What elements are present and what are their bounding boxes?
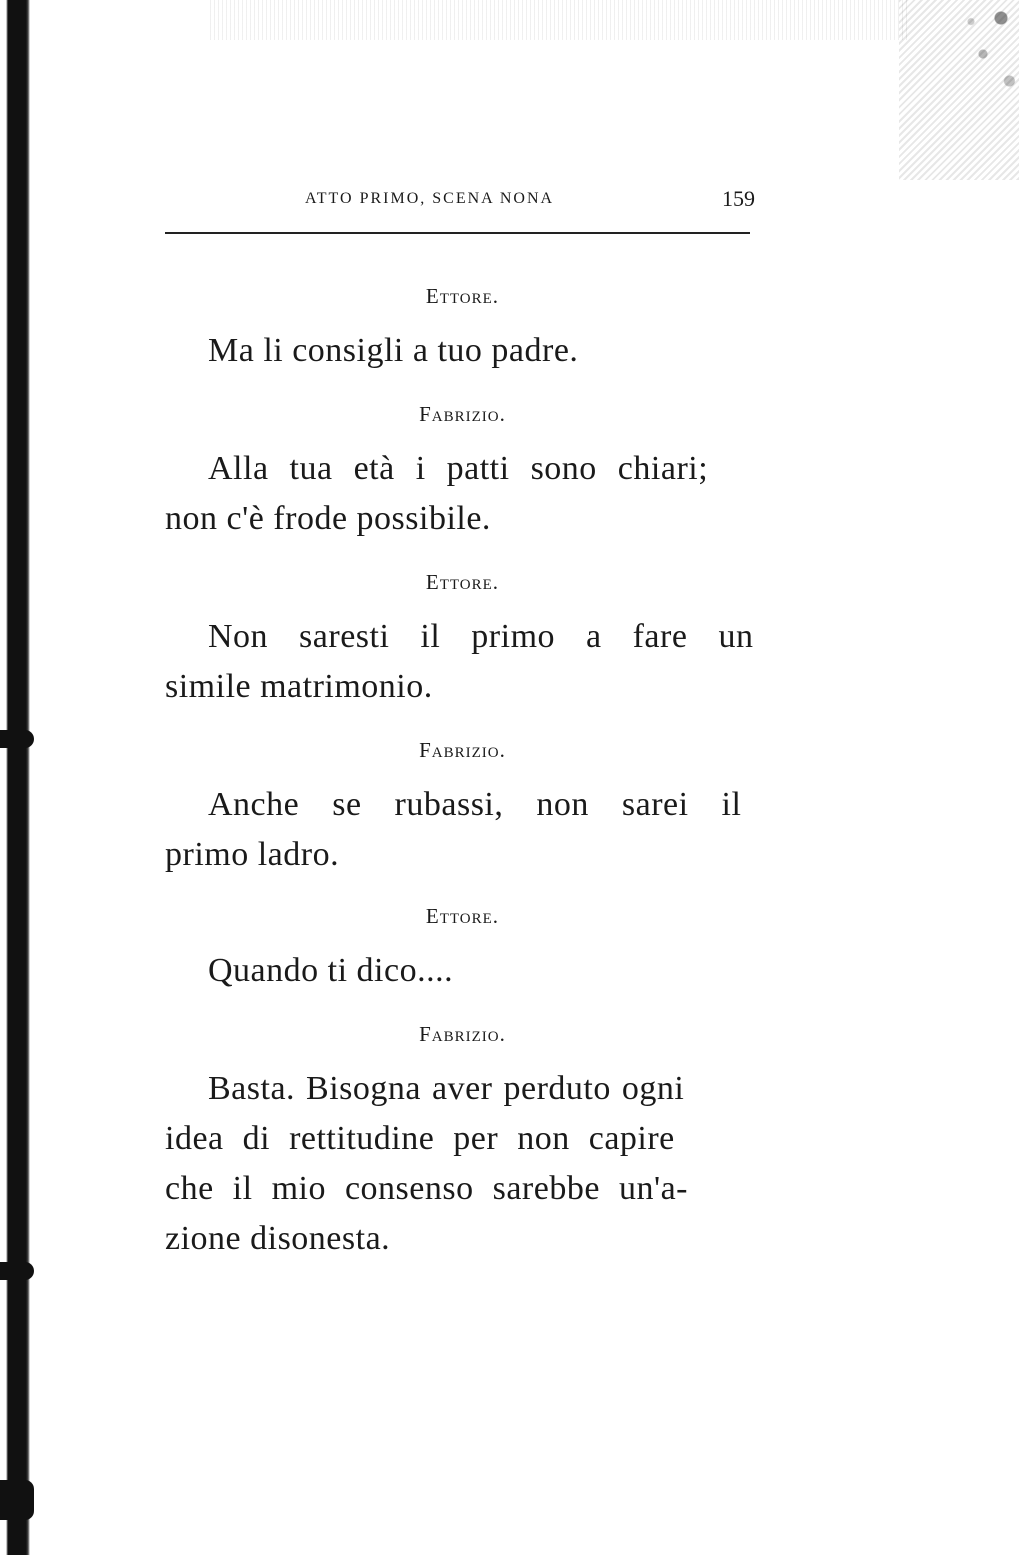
running-title: ATTO PRIMO, SCENA NONA: [305, 190, 555, 207]
speaker-name: Ettore.: [425, 570, 500, 594]
speech-line: Non saresti il primo a fare un: [208, 618, 754, 655]
scan-noise-top: [210, 0, 910, 40]
speaker-name: Fabrizio.: [419, 402, 506, 426]
binding-mark: [0, 1262, 34, 1280]
speech-line: Basta. Bisogna aver perduto ogni: [208, 1070, 685, 1107]
speech-text: [165, 326, 760, 376]
speaker-name: Fabrizio.: [419, 738, 506, 762]
binding-edge: [0, 0, 30, 1555]
speech-text: [165, 612, 760, 712]
binding-mark: [0, 1480, 34, 1520]
speech-line: Anche se rubassi, non sarei il: [208, 786, 742, 823]
speech-line: primo ladro.: [165, 836, 340, 873]
binding-mark: [0, 730, 34, 748]
page-number: 159: [722, 186, 755, 211]
speech-line: Quando ti dico....: [208, 952, 454, 989]
speech-line: simile matrimonio.: [165, 668, 433, 705]
speech-line: idea di rettitudine per non capire: [165, 1120, 675, 1157]
speech-line: Alla tua età i patti sono chiari;: [208, 450, 709, 487]
speech-text: [165, 444, 760, 544]
speech-text: [165, 780, 760, 880]
running-head: [165, 186, 763, 216]
scan-noise-corner: [899, 0, 1019, 180]
speech-text: [165, 946, 760, 996]
speech-line: zione disonesta.: [165, 1220, 391, 1257]
speaker-name: Ettore.: [425, 904, 500, 928]
speaker-name: Fabrizio.: [419, 1022, 506, 1046]
speech-line: Ma li consigli a tuo padre.: [208, 332, 579, 369]
speech-line: che il mio consenso sarebbe un'a-: [165, 1170, 688, 1207]
header-rule: [165, 232, 750, 234]
speech-text: [165, 1064, 760, 1264]
speech-line: non c'è frode possibile.: [165, 500, 491, 537]
speaker-name: Ettore.: [425, 284, 500, 308]
